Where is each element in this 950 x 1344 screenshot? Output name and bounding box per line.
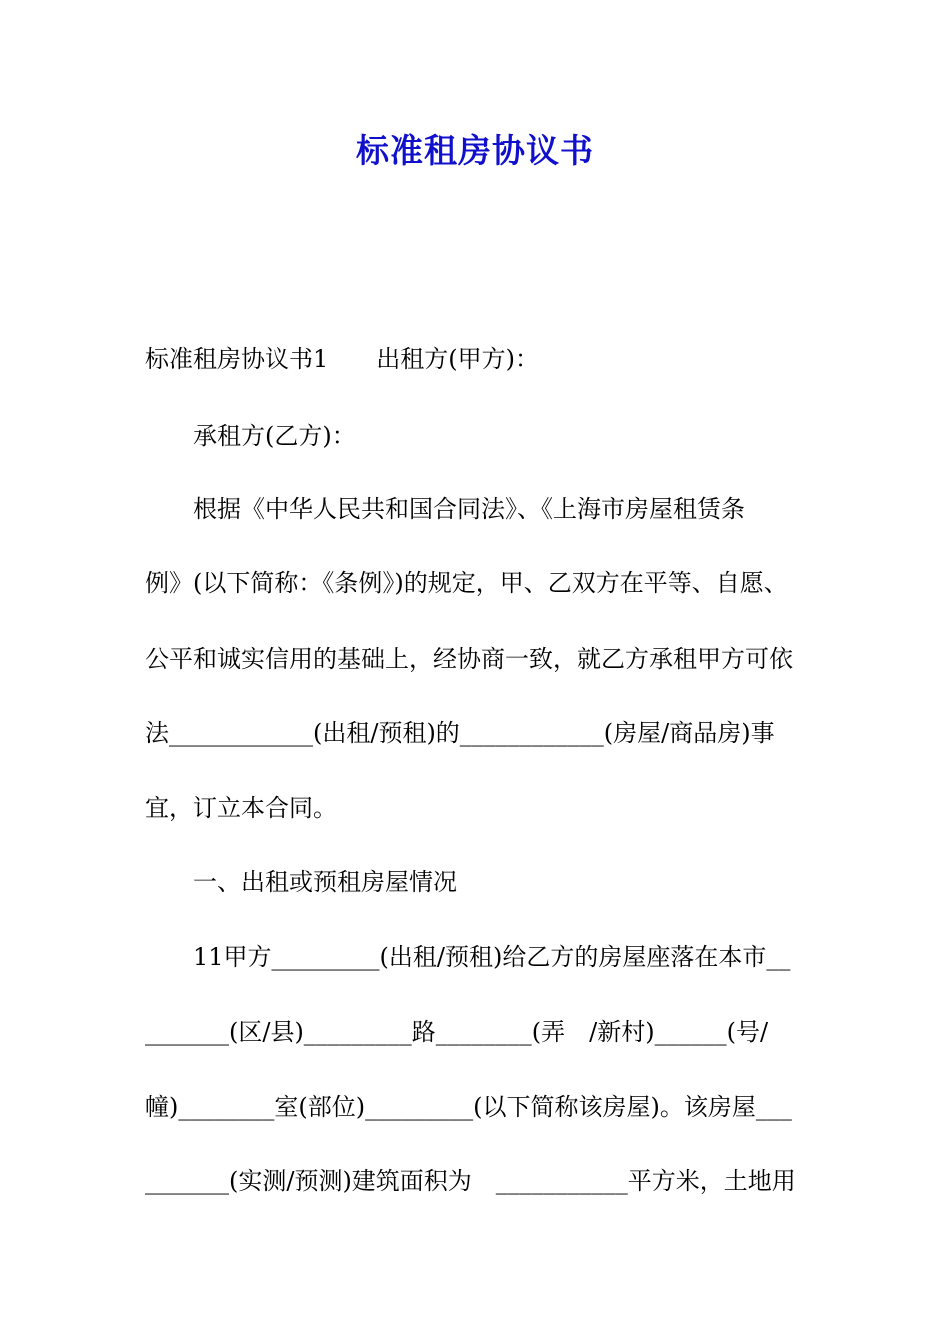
text-line: 例》(以下简称：《条例》)的规定，甲、乙双方在平等、自愿、 <box>145 569 788 597</box>
section-heading: 一、出租或预租房屋情况 <box>193 868 457 896</box>
text-line: 承租方(乙方)： <box>193 422 356 450</box>
text-line: 根据《中华人民共和国合同法》、《上海市房屋租赁条 <box>193 495 745 523</box>
text-line: 法____________(出租/预租)的____________(房屋/商品房)事 <box>145 719 775 747</box>
document-title: 标准租房协议书 <box>356 131 594 170</box>
text-line: 幢)________室(部位)_________(以下简称该房屋)。该房屋___ <box>145 1093 792 1121</box>
text-line: 宜，订立本合同。 <box>145 794 337 822</box>
text-line: _______(区/县)_________路________(弄 /新村)______(号/ <box>145 1018 769 1046</box>
text-line: _______(实测/预测)建筑面积为 ___________平方米，土地用 <box>145 1167 796 1195</box>
text-line: 标准租房协议书1 出租方(甲方)： <box>145 345 539 373</box>
text-line: 公平和诚实信用的基础上，经协商一致，就乙方承租甲方可依 <box>145 645 793 673</box>
text-line: 11甲方_________(出租/预租)给乙方的房屋座落在本市__ <box>193 943 791 971</box>
